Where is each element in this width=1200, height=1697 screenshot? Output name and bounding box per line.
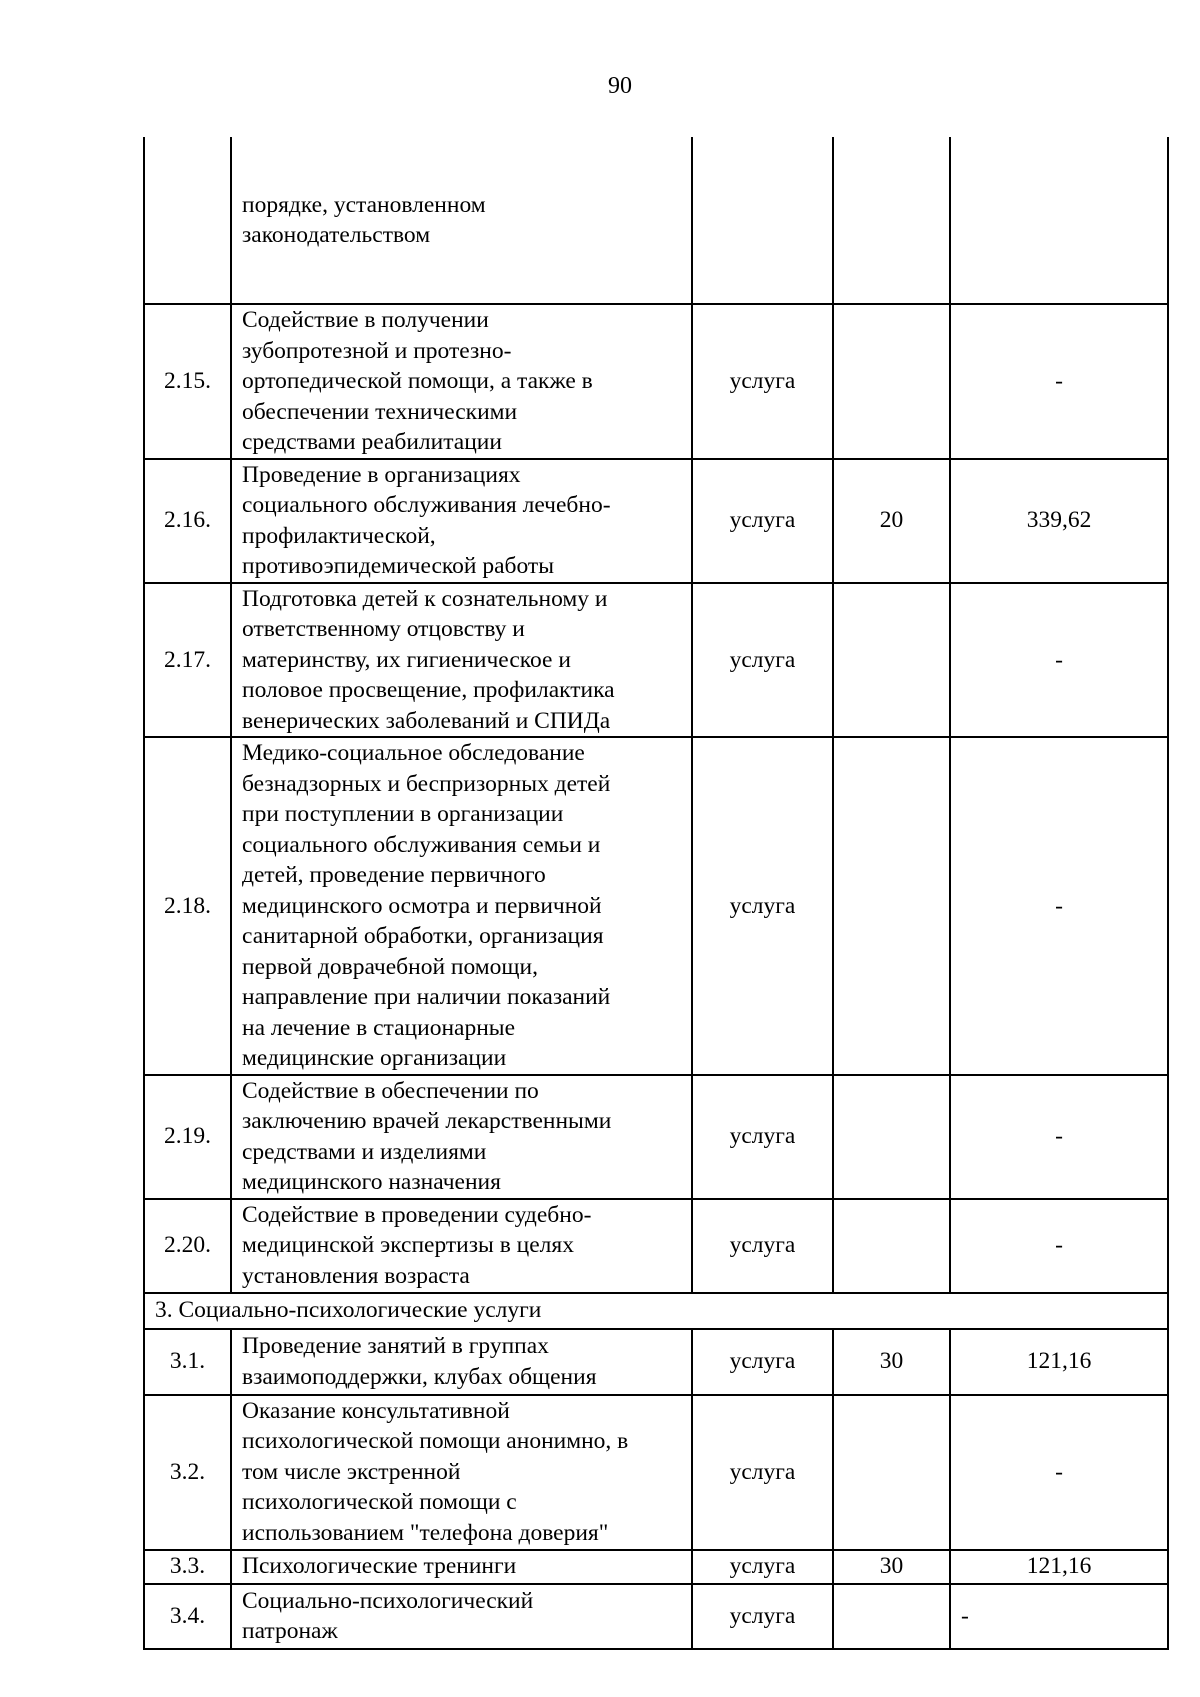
service-name: Содействие в получении зубопротезной и протезно- ортопедической помощи, а также в обеспечении техническими средствами реабилитации — [242, 307, 593, 455]
row-number: 2.19. — [144, 1075, 231, 1199]
service-name-cell — [231, 1584, 692, 1649]
service-name-cell — [231, 137, 692, 304]
unit: услуга — [692, 583, 833, 738]
unit: услуга — [692, 459, 833, 583]
price: 121,16 — [950, 1550, 1168, 1584]
row-number-cell — [144, 137, 231, 304]
row-number: 3.1. — [144, 1329, 231, 1395]
service-name: Содействие в обеспечении по заключению врачей лекарственными средствами и изделиями медицинского назначения — [242, 1077, 612, 1195]
row-number: 3.4. — [144, 1584, 231, 1649]
service-name: Проведение занятий в группах взаимоподдержки, клубах общения — [242, 1333, 597, 1390]
service-name: Проведение в организациях социального обслуживания лечебно- профилактической, противоэпидемической работы — [242, 461, 611, 579]
service-name-cell — [231, 1075, 692, 1199]
service-name-cell — [231, 304, 692, 459]
price: 339,62 — [950, 459, 1168, 583]
unit: услуга — [692, 1075, 833, 1199]
table-row — [144, 1550, 1168, 1584]
quantity — [833, 304, 950, 459]
service-name-cell — [231, 737, 692, 1075]
row-number: 2.18. — [144, 737, 231, 1075]
table-row — [144, 1329, 1168, 1395]
price: - — [950, 1584, 1168, 1649]
quantity: 30 — [833, 1550, 950, 1584]
row-number: 2.16. — [144, 459, 231, 583]
table-row — [144, 583, 1168, 738]
price: 121,16 — [950, 1329, 1168, 1395]
price: - — [950, 1075, 1168, 1199]
quantity — [833, 737, 950, 1075]
quantity: 20 — [833, 459, 950, 583]
unit: услуга — [692, 1199, 833, 1293]
row-number: 3.2. — [144, 1395, 231, 1550]
unit: услуга — [692, 1395, 833, 1550]
quantity — [833, 1584, 950, 1649]
quantity — [833, 583, 950, 738]
service-name: порядке, установленном законодательством — [242, 191, 486, 248]
quantity — [833, 1075, 950, 1199]
table-row — [144, 1075, 1168, 1199]
price: - — [950, 1199, 1168, 1293]
service-name: Медико-социальное обследование безнадзорных и беспризорных детей при поступлении в организации социального обслуживания семьи и детей, проведение первичного медицинского осмотра и первичной санитарной обработки, организация первой доврачебной помощи, направление при наличии показаний на лечение в стационарные медицинские организации — [242, 740, 611, 1071]
unit: услуга — [692, 1584, 833, 1649]
price: - — [950, 304, 1168, 459]
unit-cell — [692, 137, 833, 304]
service-name: Оказание консультативной психологической помощи анонимно, в том числе экстренной психологической помощи с использованием "телефона доверия" — [242, 1397, 629, 1546]
price: - — [950, 737, 1168, 1075]
table-row — [144, 459, 1168, 583]
quantity — [833, 1395, 950, 1550]
page-number: 90 — [608, 73, 632, 99]
row-number: 2.20. — [144, 1199, 231, 1293]
table-row — [144, 1584, 1168, 1649]
service-name-cell — [231, 583, 692, 738]
quantity — [833, 1199, 950, 1293]
service-name-cell — [231, 1329, 692, 1395]
service-name: Психологические тренинги — [242, 1553, 517, 1580]
service-name: Подготовка детей к сознательному и ответственному отцовству и материнству, их гигиеническое и половое просвещение, профилактика венерических заболеваний и СПИДа — [242, 585, 615, 734]
service-name-cell — [231, 459, 692, 583]
unit: услуга — [692, 1550, 833, 1584]
price: - — [950, 1395, 1168, 1550]
price: - — [950, 583, 1168, 738]
quantity: 30 — [833, 1329, 950, 1395]
section-heading-row — [144, 1293, 1168, 1329]
service-name-cell — [231, 1395, 692, 1550]
table-row — [144, 1395, 1168, 1550]
section-title: 3. Социально-психологические услуги — [144, 1293, 1168, 1329]
unit: услуга — [692, 1329, 833, 1395]
row-number: 2.17. — [144, 583, 231, 738]
table-row — [144, 1199, 1168, 1293]
row-number: 3.3. — [144, 1550, 231, 1584]
service-name: Содействие в проведении судебно- медицинской экспертизы в целях установления возраста — [242, 1201, 592, 1289]
unit: услуга — [692, 737, 833, 1075]
row-number: 2.15. — [144, 304, 231, 459]
service-name-cell — [231, 1199, 692, 1293]
price-cell — [950, 137, 1168, 304]
unit: услуга — [692, 304, 833, 459]
services-table — [143, 137, 1169, 1650]
table-row-continuation — [144, 137, 1168, 304]
table-row — [144, 737, 1168, 1075]
service-name: Социально-психологический патронаж — [242, 1587, 534, 1644]
table-row — [144, 304, 1168, 459]
quantity-cell — [833, 137, 950, 304]
service-name-cell — [231, 1550, 692, 1584]
